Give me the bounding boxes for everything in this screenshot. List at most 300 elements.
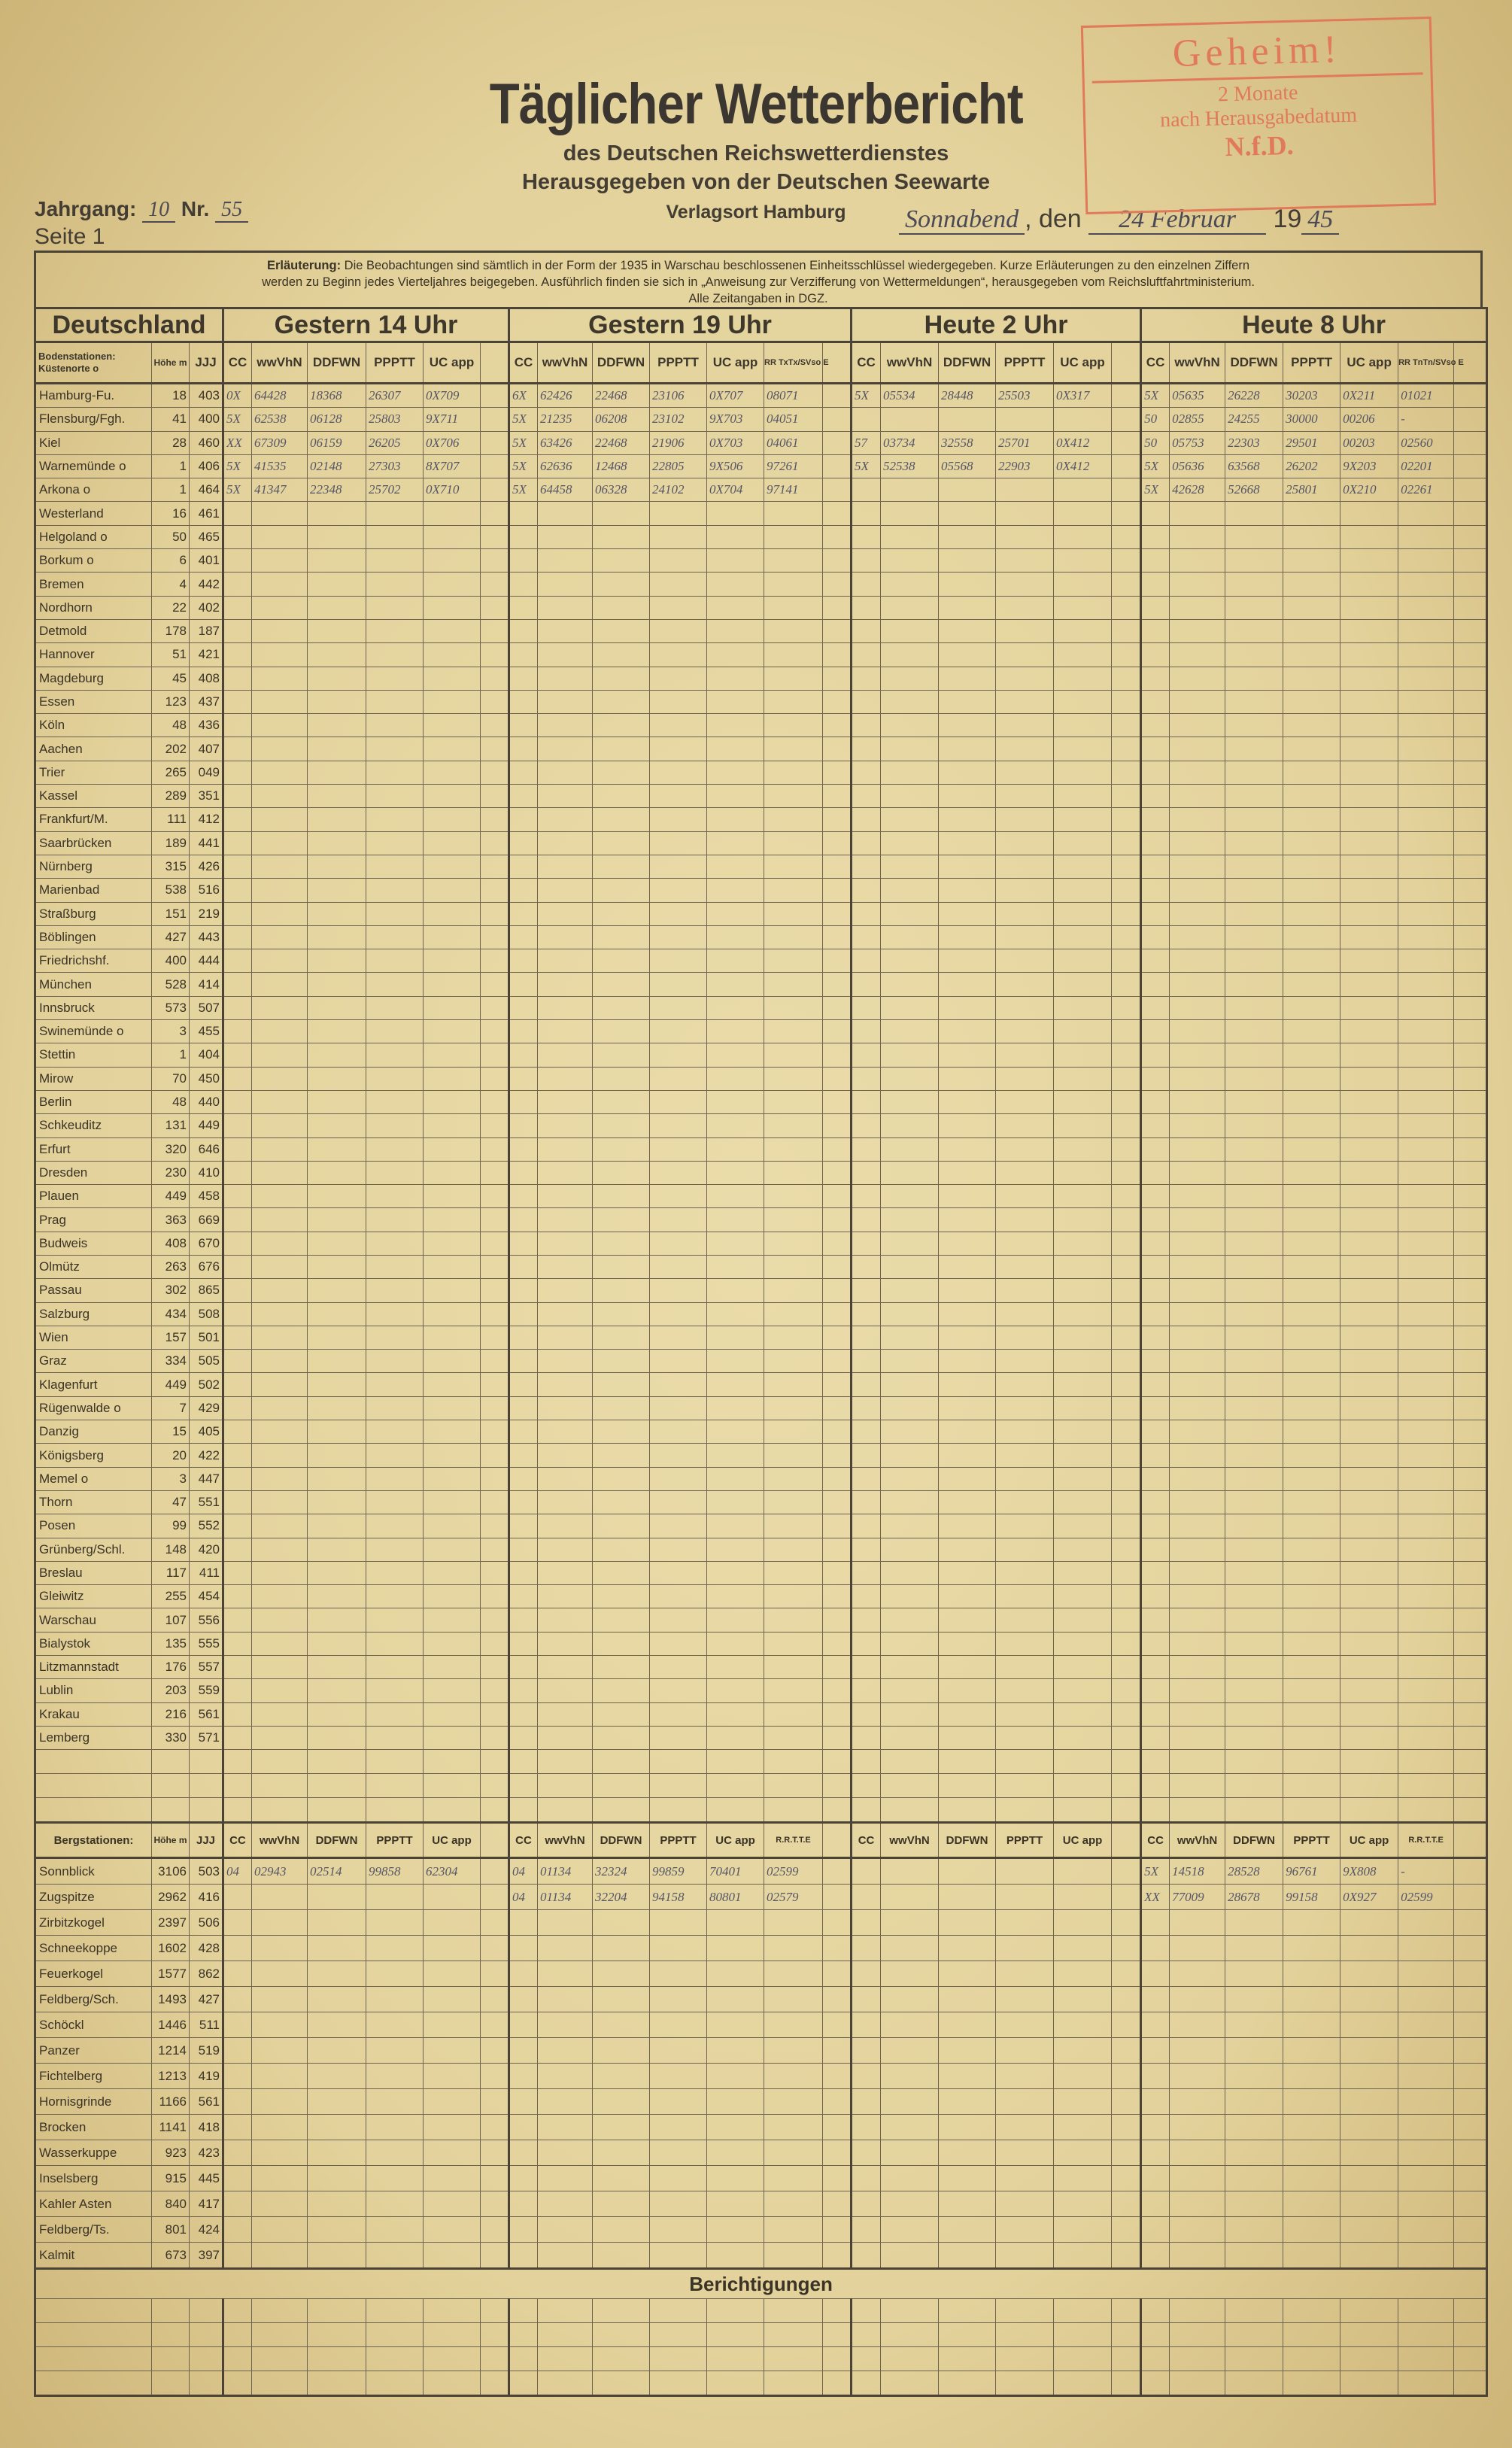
blank-cell — [881, 2323, 939, 2347]
observation-cell — [1141, 1326, 1170, 1349]
observation-cell — [593, 1656, 650, 1679]
observation-cell — [1225, 1444, 1283, 1467]
observation-cell — [252, 1114, 308, 1137]
observation-cell — [509, 1020, 538, 1043]
observation-cell — [223, 1043, 252, 1067]
observation-cell — [1112, 525, 1141, 548]
observation-cell — [852, 1885, 881, 1910]
observation-cell — [308, 1885, 366, 1910]
observation-cell — [1112, 1936, 1141, 1961]
blank-cell — [1225, 1798, 1283, 1823]
observation-cell — [252, 1656, 308, 1679]
observation-cell — [707, 1467, 764, 1490]
observation-cell — [1225, 996, 1283, 1019]
observation-cell — [1112, 619, 1141, 642]
observation-cell — [1054, 2038, 1112, 2064]
observation-cell — [308, 1561, 366, 1584]
station-row — [35, 902, 1487, 925]
blank-cell — [1340, 1798, 1398, 1823]
observation-cell — [1340, 1961, 1398, 1987]
observation-cell — [1454, 1910, 1487, 1936]
observation-cell: 97261 — [764, 454, 823, 478]
observation-cell — [852, 1420, 881, 1444]
observation-cell — [707, 973, 764, 996]
observation-cell — [1112, 1858, 1141, 1885]
observation-cell — [996, 855, 1054, 878]
observation-cell — [852, 573, 881, 596]
h8-col-header: RR TnTn/SVso E — [1398, 342, 1454, 384]
observation-cell — [593, 855, 650, 878]
observation-cell — [223, 1208, 252, 1232]
observation-cell — [1283, 2166, 1340, 2191]
observation-cell — [1454, 1585, 1487, 1608]
observation-cell — [996, 1255, 1054, 1278]
station-jjj: 414 — [190, 973, 223, 996]
blank-cell — [1225, 1750, 1283, 1774]
observation-cell — [538, 1936, 593, 1961]
observation-cell — [764, 1090, 823, 1113]
observation-cell — [1141, 549, 1170, 573]
observation-cell — [1454, 2064, 1487, 2089]
observation-cell — [1398, 1020, 1454, 1043]
observation-cell — [1141, 2064, 1170, 2089]
station-height: 289 — [152, 785, 190, 808]
blank-cell — [996, 2323, 1054, 2347]
observation-cell — [650, 1585, 707, 1608]
observation-cell — [881, 1161, 939, 1184]
observation-cell — [223, 808, 252, 831]
observation-cell — [1141, 1910, 1170, 1936]
observation-cell — [939, 1702, 996, 1726]
observation-cell — [852, 996, 881, 1019]
observation-cell — [1283, 1632, 1340, 1655]
observation-cell — [1170, 996, 1225, 1019]
observation-cell — [764, 1185, 823, 1208]
observation-cell — [223, 1090, 252, 1113]
observation-cell — [1054, 1561, 1112, 1584]
observation-cell — [1112, 2243, 1141, 2269]
observation-cell — [366, 2166, 424, 2191]
observation-cell — [223, 1232, 252, 1255]
observation-cell — [1054, 1726, 1112, 1749]
station-jjj: 351 — [190, 785, 223, 808]
observation-cell — [308, 1726, 366, 1749]
observation-cell — [481, 667, 509, 690]
observation-cell — [881, 502, 939, 525]
blank-cell — [996, 2299, 1054, 2323]
observation-cell — [1170, 1656, 1225, 1679]
observation-cell — [939, 408, 996, 431]
observation-cell — [996, 1987, 1054, 2012]
station-row — [35, 1514, 1487, 1538]
observation-cell — [424, 879, 481, 902]
observation-cell — [1112, 1067, 1141, 1090]
blank-cell — [481, 1750, 509, 1774]
observation-cell — [996, 1373, 1054, 1396]
observation-cell — [1225, 502, 1283, 525]
observation-cell — [1141, 619, 1170, 642]
observation-cell — [424, 1444, 481, 1467]
observation-cell — [252, 1420, 308, 1444]
observation-cell — [707, 1632, 764, 1655]
observation-cell — [1170, 925, 1225, 949]
observation-cell — [1340, 1420, 1398, 1444]
observation-cell — [366, 2089, 424, 2115]
observation-cell — [538, 879, 593, 902]
observation-cell — [1170, 690, 1225, 713]
station-row — [35, 1632, 1487, 1655]
observation-cell — [1141, 1302, 1170, 1326]
observation-cell — [1170, 1608, 1225, 1632]
observation-cell — [939, 619, 996, 642]
observation-cell — [939, 549, 996, 573]
observation-cell — [481, 1910, 509, 1936]
observation-cell — [939, 808, 996, 831]
observation-cell — [823, 925, 852, 949]
blank-row — [35, 2371, 1487, 2396]
station-row — [35, 1490, 1487, 1514]
station-name: Hamburg-Fu. — [35, 384, 152, 408]
observation-cell — [1112, 1161, 1141, 1184]
observation-cell — [1170, 1987, 1225, 2012]
observation-cell — [1398, 1302, 1454, 1326]
observation-cell — [1398, 619, 1454, 642]
observation-cell — [1141, 996, 1170, 1019]
observation-cell — [1340, 2243, 1398, 2269]
observation-cell — [707, 1936, 764, 1961]
observation-cell — [424, 619, 481, 642]
blank-cell — [939, 2347, 996, 2371]
observation-cell — [424, 831, 481, 855]
observation-cell — [1340, 808, 1398, 831]
observation-cell — [1398, 1514, 1454, 1538]
blank-cell — [190, 1798, 223, 1823]
observation-cell — [1225, 1396, 1283, 1420]
subtitle-service: des Deutschen Reichswetterdienstes — [563, 141, 949, 166]
station-height: 573 — [152, 996, 190, 1019]
observation-cell — [223, 1961, 252, 1987]
station-height: 4 — [152, 573, 190, 596]
blank-cell — [1170, 1798, 1225, 1823]
observation-cell — [308, 1585, 366, 1608]
station-height: 41 — [152, 408, 190, 431]
observation-cell — [764, 949, 823, 973]
blank-cell — [424, 2299, 481, 2323]
observation-cell — [509, 1987, 538, 2012]
observation-cell — [1054, 1043, 1112, 1067]
observation-cell — [481, 1632, 509, 1655]
observation-cell — [1398, 902, 1454, 925]
observation-cell — [852, 1656, 881, 1679]
observation-cell — [1225, 1961, 1283, 1987]
observation-cell — [1054, 2166, 1112, 2191]
blank-cell — [881, 1774, 939, 1798]
observation-cell — [223, 1326, 252, 1349]
blank-cell — [223, 2323, 252, 2347]
observation-cell — [308, 973, 366, 996]
blank-cell — [35, 2371, 152, 2396]
observation-cell — [1112, 1538, 1141, 1561]
observation-cell — [481, 1067, 509, 1090]
observation-cell — [1225, 2217, 1283, 2243]
station-jjj: 458 — [190, 1185, 223, 1208]
observation-cell — [852, 1137, 881, 1161]
observation-cell — [1112, 2191, 1141, 2217]
observation-cell: 8X707 — [424, 454, 481, 478]
observation-cell — [1141, 502, 1170, 525]
observation-cell — [764, 1444, 823, 1467]
observation-cell — [881, 1444, 939, 1467]
observation-cell: 23106 — [650, 384, 707, 408]
observation-cell — [881, 1114, 939, 1137]
observation-cell — [1112, 478, 1141, 502]
station-header: Bergstationen: — [35, 1823, 152, 1858]
observation-cell — [1054, 667, 1112, 690]
observation-cell — [823, 1538, 852, 1561]
h2-col-header: DDFWN — [939, 342, 996, 384]
station-name: Passau — [35, 1279, 152, 1302]
observation-cell — [252, 1702, 308, 1726]
observation-cell — [764, 855, 823, 878]
station-row — [35, 925, 1487, 949]
observation-cell: 25803 — [366, 408, 424, 431]
observation-cell — [764, 1137, 823, 1161]
station-height: 48 — [152, 1090, 190, 1113]
station-jjj: 516 — [190, 879, 223, 902]
observation-cell — [823, 808, 852, 831]
station-name: Feuerkogel — [35, 1961, 152, 1987]
observation-cell — [538, 831, 593, 855]
station-jjj: 502 — [190, 1373, 223, 1396]
observation-cell: 99859 — [650, 1858, 707, 1885]
observation-cell — [308, 1043, 366, 1067]
observation-cell — [252, 1444, 308, 1467]
observation-cell — [1283, 2089, 1340, 2115]
observation-cell — [1340, 1302, 1398, 1326]
observation-cell — [252, 1067, 308, 1090]
observation-cell — [996, 761, 1054, 784]
station-height: 915 — [152, 2166, 190, 2191]
observation-cell — [823, 831, 852, 855]
observation-cell — [1454, 1936, 1487, 1961]
observation-cell — [1054, 1585, 1112, 1608]
observation-cell: 18368 — [308, 384, 366, 408]
observation-cell — [1398, 831, 1454, 855]
observation-cell — [1112, 1910, 1141, 1936]
observation-cell — [852, 714, 881, 737]
observation-cell — [223, 2140, 252, 2166]
observation-cell — [538, 690, 593, 713]
observation-cell — [939, 1373, 996, 1396]
observation-cell — [308, 1538, 366, 1561]
observation-cell — [223, 1632, 252, 1655]
observation-cell — [996, 949, 1054, 973]
observation-cell — [1170, 761, 1225, 784]
observation-cell — [1112, 384, 1141, 408]
stamp-period: 2 Monate — [1217, 80, 1298, 107]
observation-cell — [252, 1326, 308, 1349]
observation-cell — [1141, 1396, 1170, 1420]
observation-cell: 22805 — [650, 454, 707, 478]
observation-cell: 30000 — [1283, 408, 1340, 431]
observation-cell — [823, 996, 852, 1019]
station-name: Trier — [35, 761, 152, 784]
observation-cell — [939, 925, 996, 949]
observation-cell — [650, 737, 707, 761]
observation-cell — [593, 1043, 650, 1067]
blank-cell — [308, 1750, 366, 1774]
group-2: Gestern 19 Uhr — [509, 308, 852, 342]
observation-cell — [1112, 690, 1141, 713]
observation-cell — [1054, 1910, 1112, 1936]
observation-cell — [939, 1656, 996, 1679]
observation-cell — [509, 1656, 538, 1679]
observation-cell — [1141, 2012, 1170, 2038]
station-height: 117 — [152, 1561, 190, 1584]
observation-cell — [881, 2217, 939, 2243]
station-jjj: 417 — [190, 2191, 223, 2217]
observation-cell — [481, 2089, 509, 2115]
observation-cell — [1054, 478, 1112, 502]
observation-cell — [366, 1114, 424, 1137]
observation-cell — [764, 925, 823, 949]
observation-cell — [1170, 667, 1225, 690]
observation-cell — [223, 737, 252, 761]
observation-cell — [1170, 2038, 1225, 2064]
observation-cell — [764, 1987, 823, 2012]
station-height: 203 — [152, 1679, 190, 1702]
station-jjj: 450 — [190, 1067, 223, 1090]
observation-cell — [481, 1185, 509, 1208]
observation-cell — [650, 643, 707, 667]
observation-cell — [366, 1350, 424, 1373]
observation-cell — [1340, 785, 1398, 808]
observation-cell — [996, 1420, 1054, 1444]
blank-cell — [152, 1774, 190, 1798]
blank-cell — [996, 2371, 1054, 2396]
station-row — [35, 1020, 1487, 1043]
observation-cell — [764, 1067, 823, 1090]
observation-cell — [1112, 1514, 1141, 1538]
observation-cell: 32204 — [593, 1885, 650, 1910]
observation-cell — [1054, 761, 1112, 784]
blank-cell — [1112, 2323, 1141, 2347]
observation-cell — [1283, 737, 1340, 761]
observation-cell — [252, 1910, 308, 1936]
observation-cell — [1340, 1656, 1398, 1679]
observation-cell — [1454, 573, 1487, 596]
observation-cell — [1283, 1987, 1340, 2012]
station-row — [35, 1185, 1487, 1208]
observation-cell — [881, 2243, 939, 2269]
observation-cell — [852, 879, 881, 902]
observation-cell — [366, 879, 424, 902]
observation-cell — [424, 1936, 481, 1961]
station-row — [35, 1043, 1487, 1067]
station-row — [35, 619, 1487, 642]
observation-cell — [650, 761, 707, 784]
observation-cell — [538, 1185, 593, 1208]
observation-cell — [881, 714, 939, 737]
station-name: Detmold — [35, 619, 152, 642]
blank-cell — [190, 2347, 223, 2371]
observation-cell: 5X — [1141, 384, 1170, 408]
observation-cell — [1054, 1961, 1112, 1987]
observation-cell — [509, 1961, 538, 1987]
observation-cell — [223, 1726, 252, 1749]
observation-cell — [223, 643, 252, 667]
observation-cell — [881, 1326, 939, 1349]
observation-cell — [252, 973, 308, 996]
observation-cell — [1225, 1161, 1283, 1184]
observation-cell — [308, 1208, 366, 1232]
station-jjj: 401 — [190, 549, 223, 573]
observation-cell — [1398, 525, 1454, 548]
observation-cell — [1170, 808, 1225, 831]
observation-cell — [481, 1936, 509, 1961]
observation-cell — [852, 1350, 881, 1373]
observation-cell — [939, 1302, 996, 1326]
observation-cell — [939, 2140, 996, 2166]
blank-cell — [1170, 2371, 1225, 2396]
observation-cell — [1340, 1326, 1398, 1349]
observation-cell — [1454, 1302, 1487, 1326]
observation-cell — [481, 1090, 509, 1113]
observation-cell — [1283, 549, 1340, 573]
observation-cell — [424, 1467, 481, 1490]
station-height: 178 — [152, 619, 190, 642]
observation-cell — [707, 1420, 764, 1444]
observation-cell — [881, 1043, 939, 1067]
observation-cell — [939, 690, 996, 713]
observation-cell: 04061 — [764, 431, 823, 454]
blank-cell — [939, 1798, 996, 1823]
observation-cell — [996, 2217, 1054, 2243]
observation-cell — [996, 1020, 1054, 1043]
blank-cell — [823, 2371, 852, 2396]
station-row — [35, 667, 1487, 690]
observation-cell — [1054, 902, 1112, 925]
observation-cell — [823, 2140, 852, 2166]
observation-cell — [538, 1961, 593, 1987]
observation-cell — [1340, 737, 1398, 761]
observation-cell — [223, 855, 252, 878]
blank-cell — [1141, 2323, 1170, 2347]
observation-cell — [1141, 573, 1170, 596]
observation-cell — [823, 1910, 852, 1936]
observation-cell — [424, 785, 481, 808]
observation-cell — [424, 1185, 481, 1208]
observation-cell — [1225, 1067, 1283, 1090]
observation-cell — [424, 1396, 481, 1420]
station-height: 3 — [152, 1467, 190, 1490]
observation-cell — [939, 502, 996, 525]
observation-cell — [764, 1396, 823, 1420]
station-name: Friedrichshf. — [35, 949, 152, 973]
observation-cell — [481, 855, 509, 878]
observation-cell — [996, 2243, 1054, 2269]
observation-cell — [1454, 1326, 1487, 1349]
station-name: Olmütz — [35, 1255, 152, 1278]
station-height: 48 — [152, 714, 190, 737]
observation-cell — [996, 879, 1054, 902]
observation-cell — [538, 2115, 593, 2140]
observation-cell — [308, 1936, 366, 1961]
observation-cell — [823, 761, 852, 784]
station-name: Klagenfurt — [35, 1373, 152, 1396]
observation-cell — [764, 1232, 823, 1255]
observation-cell — [1340, 1020, 1398, 1043]
